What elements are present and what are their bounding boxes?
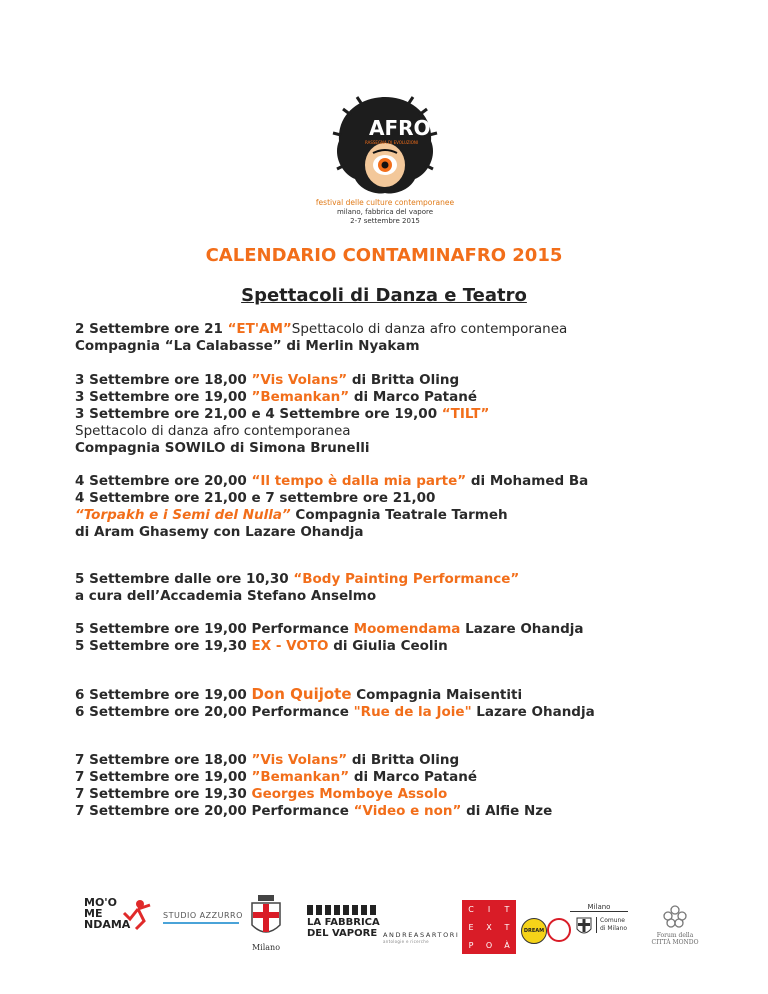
event-title: "Rue de la Joie" — [353, 704, 472, 720]
event-date: 7 Settembre ore 19,00 — [75, 769, 252, 785]
afro-festival-logo — [305, 95, 465, 235]
event-date: 3 Settembre ore 19,00 — [75, 389, 252, 405]
event-title: “ET'AM” — [227, 321, 292, 337]
studio-azzurro-line — [163, 922, 239, 924]
citexpo-letter: T — [504, 904, 510, 914]
event-line — [75, 803, 552, 820]
section-title: Spettacoli di Danza e Teatro — [241, 285, 527, 306]
forum-citta-mondo-logo — [645, 904, 705, 946]
event-title: ”Vis Volans” — [251, 372, 348, 388]
forum-line: CITTÀ MONDO — [651, 939, 699, 946]
calendar-title: CALENDARIO CONTAMINAFRO 2015 — [205, 245, 563, 266]
fabbrica-vapore-logo — [307, 905, 380, 939]
event-line — [75, 406, 489, 423]
milano-crest-text: Milano — [251, 943, 281, 952]
event-author: Lazare Ohandja — [471, 704, 595, 720]
fabbrica-line: LA FABBRICA — [307, 917, 380, 928]
moomendama-line: MO'O — [84, 896, 118, 909]
event-author: di Aram Ghasemy con Lazare Ohandja — [75, 524, 364, 540]
event-title: ”Vis Volans” — [251, 752, 348, 768]
andrea-sartori-sub: antologie e ricerche — [383, 939, 429, 944]
event-title: ”Bemankan” — [251, 769, 350, 785]
event-date: 7 Settembre ore 20,00 Performance — [75, 803, 354, 819]
event-line — [75, 704, 595, 721]
citexpo-letter: E — [468, 922, 474, 932]
event-line — [75, 686, 522, 704]
event-line — [75, 769, 477, 786]
forum-flower-icon — [662, 904, 688, 928]
event-line — [75, 638, 448, 655]
event-title: ”Bemankan” — [251, 389, 350, 405]
event-date: 7 Settembre ore 19,30 — [75, 786, 252, 802]
event-date: 6 Settembre ore 20,00 Performance — [75, 704, 354, 720]
milano-crest-icon — [248, 895, 284, 939]
red-badge-icon — [547, 918, 571, 942]
event-company: Compagnia Teatrale Tarmeh — [290, 507, 508, 523]
andrea-sartori-logo — [383, 931, 459, 944]
event-date: 5 Settembre ore 19,00 Performance — [75, 621, 354, 637]
citexpo-letter: P — [468, 940, 474, 950]
afro-head-illustration — [331, 95, 439, 195]
event-date: 7 Settembre ore 18,00 — [75, 752, 252, 768]
event-author: di Mohamed Ba — [466, 473, 589, 489]
event-line — [75, 786, 447, 803]
event-author: Lazare Ohandja — [460, 621, 584, 637]
event-line — [75, 473, 588, 490]
event-date: 2 Settembre ore 21 — [75, 321, 228, 337]
event-line — [75, 321, 567, 338]
logo-venue: milano, fabbrica del vapore — [336, 208, 434, 216]
event-title: “TILT” — [441, 406, 490, 422]
comune-milano-logo — [570, 903, 636, 947]
event-author: di Alfie Nze — [461, 803, 553, 819]
comune-line: Comune — [600, 917, 626, 924]
studio-azzurro-text: STUDIO AZZURRO — [163, 911, 243, 920]
studio-azzurro-logo — [163, 911, 243, 924]
event-author: di Marco Patané — [349, 769, 478, 785]
event-line — [75, 621, 584, 638]
citexpo-letter: I — [487, 904, 491, 914]
citexpo-logo — [462, 900, 516, 954]
event-title: “Body Painting Performance” — [293, 571, 520, 587]
citexpo-letter: À — [504, 940, 510, 950]
logo-brand-text: AFRO — [369, 116, 431, 140]
logo-dates: 2-7 settembre 2015 — [350, 217, 420, 225]
event-line — [75, 389, 477, 406]
event-title: “Il tempo è dalla mia parte” — [251, 473, 467, 489]
event-title: Don Quijote — [251, 685, 352, 703]
citexpo-letter: O — [485, 940, 493, 950]
event-line — [75, 372, 459, 389]
event-company: Compagnia SOWILO di Simona Brunelli — [75, 440, 370, 456]
event-author: di Giulia Ceolin — [328, 638, 448, 654]
event-title: “Torpakh e i Semi del Nulla” — [75, 507, 291, 523]
event-title: Georges Momboye Assolo — [251, 786, 448, 802]
comune-crest-icon — [576, 917, 592, 937]
event-author: Compagnia Maisentiti — [351, 687, 523, 703]
event-date: 3 Settembre ore 18,00 — [75, 372, 252, 388]
fabbrica-pattern — [307, 905, 377, 915]
event-line — [75, 752, 459, 769]
event-line — [75, 571, 519, 588]
fabbrica-line: DEL VAPORE — [307, 928, 378, 939]
citexpo-letter: X — [486, 922, 492, 932]
event-desc: Spettacolo di danza afro contemporanea — [291, 321, 568, 337]
event-date: 4 Settembre ore 21,00 e 7 settembre ore 21,00 — [75, 490, 436, 506]
event-date: 5 Settembre ore 19,30 — [75, 638, 252, 654]
comune-line: di Milano — [600, 925, 628, 932]
logo-tagline: festival delle culture contemporanee — [315, 198, 455, 207]
dream-text: DREAM — [523, 928, 545, 934]
event-title: EX - VOTO — [251, 638, 329, 654]
event-line — [75, 507, 508, 524]
citexpo-letter: C — [468, 904, 474, 914]
dancer-icon — [122, 899, 152, 931]
event-title: “Video e non” — [353, 803, 462, 819]
forum-line: Forum della — [656, 932, 694, 939]
andrea-sartori-text: ANDREASARTORI — [383, 931, 460, 939]
dream-badge — [521, 918, 547, 944]
event-date: 4 Settembre ore 20,00 — [75, 473, 252, 489]
logo-brand-sub: RASSEGNA DI EVOLUZIONI — [365, 140, 419, 145]
event-desc: Spettacolo di danza afro contemporanea — [75, 423, 351, 439]
event-date: 6 Settembre ore 19,00 — [75, 687, 252, 703]
citexpo-letter: T — [504, 922, 510, 932]
event-company: Compagnia “La Calabasse” di Merlin Nyakam — [75, 338, 420, 354]
comune-head-text: Milano — [570, 903, 628, 912]
event-author: di Britta Oling — [347, 372, 460, 388]
moomendama-line: NDAMA — [84, 918, 131, 931]
event-author: di Britta Oling — [347, 752, 460, 768]
event-author: di Marco Patané — [349, 389, 478, 405]
event-date: 5 Settembre dalle ore 10,30 — [75, 571, 294, 587]
moomendama-logo — [84, 897, 154, 947]
event-date: 3 Settembre ore 21,00 e 4 Settembre ore 19,00 — [75, 406, 442, 422]
event-title: Moomendama — [353, 621, 461, 637]
event-author: a cura dell’Accademia Stefano Anselmo — [75, 588, 377, 604]
moomendama-line: ME — [84, 907, 103, 920]
milano-crest-logo — [248, 895, 284, 951]
